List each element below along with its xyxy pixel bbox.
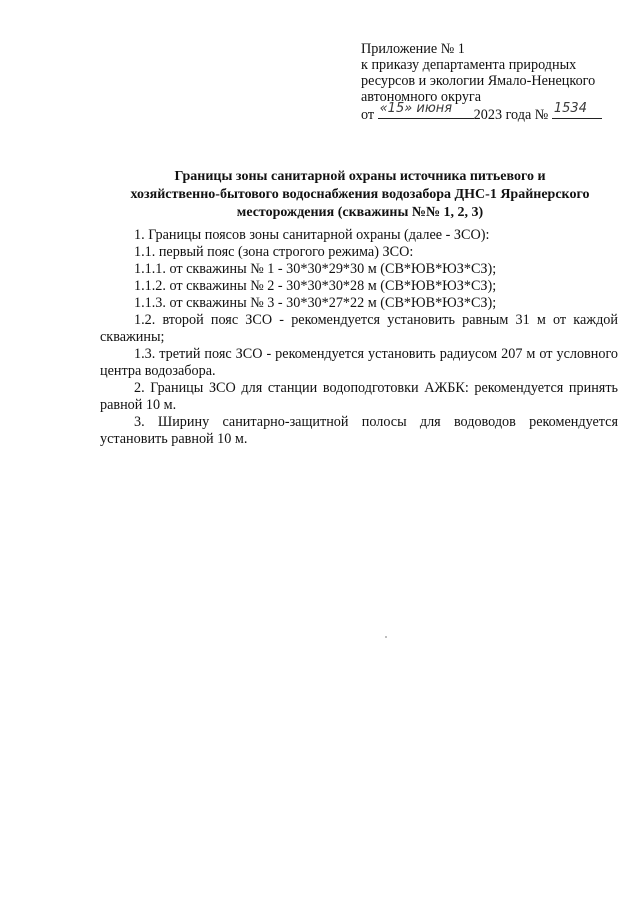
- appendix-line-department: ресурсов и экологии Ямало-Ненецкого: [361, 73, 596, 89]
- date-prefix: от: [361, 107, 375, 123]
- handwritten-order-number: 1534: [553, 101, 587, 116]
- document-body: [100, 227, 618, 448]
- appendix-date-line: [361, 101, 623, 123]
- paragraph-1: 1. Границы поясов зоны санитарной охраны (далее - ЗСО):: [134, 227, 490, 243]
- date-blank: [378, 101, 474, 119]
- appendix-title: Приложение № 1: [361, 41, 465, 57]
- paragraph-1-1-1: 1.1.1. от скважины № 1 - 30*30*29*30 м (СВ*ЮВ*ЮЗ*СЗ);: [134, 261, 497, 277]
- paragraph-3: 3. Ширину санитарно-защитной полосы для водоводов рекомендуется установить равной 10 м.: [100, 414, 618, 447]
- document-title: [100, 168, 620, 222]
- paragraph-1-1-3: 1.1.3. от скважины № 3 - 30*30*27*22 м (СВ*ЮВ*ЮЗ*СЗ);: [134, 295, 497, 311]
- scan-speck: [385, 636, 387, 638]
- paragraph-1-2: 1.2. второй пояс ЗСО - рекомендуется установить равным 31 м от каждой скважины;: [100, 312, 618, 345]
- title-line-2: хозяйственно-бытового водоснабжения водозабора ДНС-1 Ярайнерского: [130, 187, 590, 202]
- title-line-3: месторождения (скважины №№ 1, 2, 3): [236, 205, 484, 220]
- appendix-line-region: автономного округа: [361, 89, 482, 105]
- paragraph-2: 2. Границы ЗСО для станции водоподготовки АЖБК: рекомендуется принять равной 10 м.: [100, 380, 618, 413]
- paragraph-1-3: 1.3. третий пояс ЗСО - рекомендуется установить радиусом 207 м от условного центра водозабора.: [100, 346, 618, 379]
- order-year-text: 2023 года №: [473, 107, 549, 123]
- appendix-line-order: к приказу департамента природных: [361, 57, 577, 73]
- appendix-header: [361, 41, 623, 123]
- title-line-1: Границы зоны санитарной охраны источника питьевого и: [174, 169, 546, 184]
- paragraph-1-1: 1.1. первый пояс (зона строгого режима) ЗСО:: [134, 244, 414, 260]
- order-number-blank: [552, 101, 602, 119]
- handwritten-date: «15» июня: [379, 101, 453, 116]
- paragraph-1-1-2: 1.1.2. от скважины № 2 - 30*30*30*28 м (СВ*ЮВ*ЮЗ*СЗ);: [134, 278, 497, 294]
